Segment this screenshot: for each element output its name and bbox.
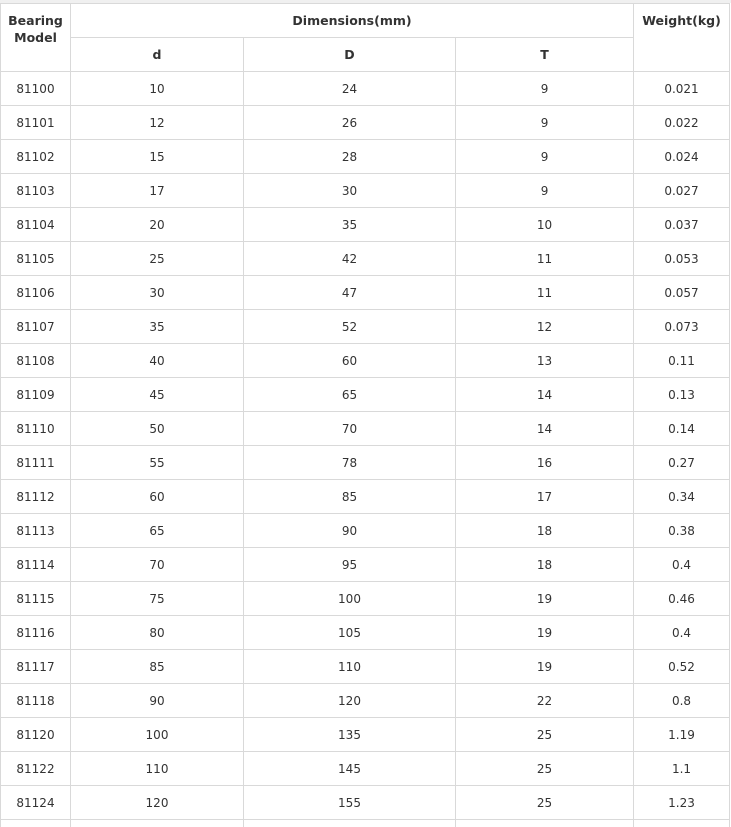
header-row-sub xyxy=(1,38,730,72)
cell-d: 85 xyxy=(71,650,244,684)
cell-D: 65 xyxy=(244,378,456,412)
cell-D: 95 xyxy=(244,548,456,582)
cell-d: 80 xyxy=(71,616,244,650)
cell-model: 81124 xyxy=(1,786,71,820)
table-row xyxy=(1,718,730,752)
cell-D: 26 xyxy=(244,106,456,140)
cell-model: 81105 xyxy=(1,242,71,276)
cell-weight: 0.027 xyxy=(634,174,730,208)
cell-D: 28 xyxy=(244,140,456,174)
cell-weight: 0.46 xyxy=(634,582,730,616)
cell-D: 90 xyxy=(244,514,456,548)
cell-d: 70 xyxy=(71,548,244,582)
cell-D: 60 xyxy=(244,344,456,378)
cell-T: 11 xyxy=(456,276,634,310)
cell-T: 19 xyxy=(456,650,634,684)
cell-T: 11 xyxy=(456,242,634,276)
cell-model: 81112 xyxy=(1,480,71,514)
cell-weight: 0.021 xyxy=(634,72,730,106)
cell-d: 90 xyxy=(71,684,244,718)
cell-T: 12 xyxy=(456,310,634,344)
cell-weight: 1.19 xyxy=(634,718,730,752)
cell-T: 25 xyxy=(456,752,634,786)
table-row xyxy=(1,106,730,140)
cell-weight: 0.057 xyxy=(634,276,730,310)
cell-d: 40 xyxy=(71,344,244,378)
cell-T: 13 xyxy=(456,344,634,378)
table-row xyxy=(1,514,730,548)
cell-weight xyxy=(634,820,730,827)
cell-model: 81103 xyxy=(1,174,71,208)
cell-d: 12 xyxy=(71,106,244,140)
table-row xyxy=(1,344,730,378)
cell-D: 24 xyxy=(244,72,456,106)
table-row xyxy=(1,378,730,412)
table-row xyxy=(1,582,730,616)
cell-d: 30 xyxy=(71,276,244,310)
cell-d: 75 xyxy=(71,582,244,616)
cell-D: 145 xyxy=(244,752,456,786)
cell-d: 65 xyxy=(71,514,244,548)
cell-d: 100 xyxy=(71,718,244,752)
header-d-inner: d xyxy=(71,38,244,72)
cell-d: 45 xyxy=(71,378,244,412)
table-row xyxy=(1,72,730,106)
cell-D: 70 xyxy=(244,412,456,446)
table-row xyxy=(1,242,730,276)
cell-weight: 0.34 xyxy=(634,480,730,514)
header-weight: Weight(kg) xyxy=(634,4,730,72)
table-row xyxy=(1,548,730,582)
cell-d: 20 xyxy=(71,208,244,242)
table-row xyxy=(1,786,730,820)
cell-weight: 0.053 xyxy=(634,242,730,276)
cell-weight: 0.38 xyxy=(634,514,730,548)
cell-D xyxy=(244,820,456,827)
cell-model: 81109 xyxy=(1,378,71,412)
table-row xyxy=(1,412,730,446)
cell-T: 19 xyxy=(456,582,634,616)
table-row xyxy=(1,616,730,650)
cell-d: 10 xyxy=(71,72,244,106)
cell-model: 81115 xyxy=(1,582,71,616)
cell-T: 9 xyxy=(456,106,634,140)
cell-D: 110 xyxy=(244,650,456,684)
table-row xyxy=(1,650,730,684)
cell-D: 100 xyxy=(244,582,456,616)
cell-d xyxy=(71,820,244,827)
cell-weight: 0.13 xyxy=(634,378,730,412)
cell-D: 78 xyxy=(244,446,456,480)
cell-model: 81107 xyxy=(1,310,71,344)
cell-weight: 0.27 xyxy=(634,446,730,480)
cell-T: 19 xyxy=(456,616,634,650)
cell-weight: 0.073 xyxy=(634,310,730,344)
table-row xyxy=(1,684,730,718)
cell-T: 18 xyxy=(456,548,634,582)
cell-model: 81116 xyxy=(1,616,71,650)
cell-model: 81108 xyxy=(1,344,71,378)
cell-d: 50 xyxy=(71,412,244,446)
header-D-outer: D xyxy=(244,38,456,72)
cell-D: 155 xyxy=(244,786,456,820)
cell-D: 30 xyxy=(244,174,456,208)
cell-weight: 0.037 xyxy=(634,208,730,242)
cell-model xyxy=(1,820,71,827)
cell-d: 120 xyxy=(71,786,244,820)
bearing-spec-table xyxy=(0,3,730,827)
cell-d: 110 xyxy=(71,752,244,786)
cell-model: 81110 xyxy=(1,412,71,446)
cell-T: 25 xyxy=(456,786,634,820)
cell-weight: 0.024 xyxy=(634,140,730,174)
cell-weight: 0.14 xyxy=(634,412,730,446)
table-row xyxy=(1,480,730,514)
cell-D: 105 xyxy=(244,616,456,650)
cell-model: 81120 xyxy=(1,718,71,752)
header-bearing-model: Bearing Model xyxy=(1,4,71,72)
cell-D: 120 xyxy=(244,684,456,718)
cell-T: 22 xyxy=(456,684,634,718)
table-row xyxy=(1,276,730,310)
table-row xyxy=(1,820,730,827)
cell-weight: 0.4 xyxy=(634,548,730,582)
cell-T: 9 xyxy=(456,72,634,106)
cell-model: 81122 xyxy=(1,752,71,786)
header-row-group xyxy=(1,4,730,38)
table-body xyxy=(1,72,730,827)
cell-D: 135 xyxy=(244,718,456,752)
cell-D: 42 xyxy=(244,242,456,276)
cell-model: 81118 xyxy=(1,684,71,718)
cell-model: 81101 xyxy=(1,106,71,140)
table-row xyxy=(1,446,730,480)
header-dimensions: Dimensions(mm) xyxy=(71,4,634,38)
cell-d: 15 xyxy=(71,140,244,174)
cell-weight: 0.022 xyxy=(634,106,730,140)
cell-d: 55 xyxy=(71,446,244,480)
cell-weight: 1.23 xyxy=(634,786,730,820)
table-row xyxy=(1,752,730,786)
cell-T: 16 xyxy=(456,446,634,480)
cell-T: 9 xyxy=(456,140,634,174)
cell-model: 81102 xyxy=(1,140,71,174)
cell-T: 18 xyxy=(456,514,634,548)
cell-model: 81104 xyxy=(1,208,71,242)
header-T-height: T xyxy=(456,38,634,72)
cell-d: 17 xyxy=(71,174,244,208)
cell-T xyxy=(456,820,634,827)
cell-T: 9 xyxy=(456,174,634,208)
cell-T: 10 xyxy=(456,208,634,242)
table-row xyxy=(1,208,730,242)
cell-weight: 0.8 xyxy=(634,684,730,718)
cell-d: 60 xyxy=(71,480,244,514)
cell-D: 35 xyxy=(244,208,456,242)
cell-model: 81114 xyxy=(1,548,71,582)
table-row xyxy=(1,310,730,344)
cell-model: 81117 xyxy=(1,650,71,684)
cell-T: 25 xyxy=(456,718,634,752)
table-row xyxy=(1,174,730,208)
cell-T: 14 xyxy=(456,412,634,446)
cell-weight: 1.1 xyxy=(634,752,730,786)
cell-weight: 0.52 xyxy=(634,650,730,684)
cell-model: 81106 xyxy=(1,276,71,310)
cell-model: 81111 xyxy=(1,446,71,480)
cell-D: 47 xyxy=(244,276,456,310)
cell-weight: 0.11 xyxy=(634,344,730,378)
cell-model: 81100 xyxy=(1,72,71,106)
cell-T: 14 xyxy=(456,378,634,412)
cell-weight: 0.4 xyxy=(634,616,730,650)
cell-model: 81113 xyxy=(1,514,71,548)
cell-D: 52 xyxy=(244,310,456,344)
cell-T: 17 xyxy=(456,480,634,514)
cell-d: 35 xyxy=(71,310,244,344)
table-row xyxy=(1,140,730,174)
cell-d: 25 xyxy=(71,242,244,276)
cell-D: 85 xyxy=(244,480,456,514)
